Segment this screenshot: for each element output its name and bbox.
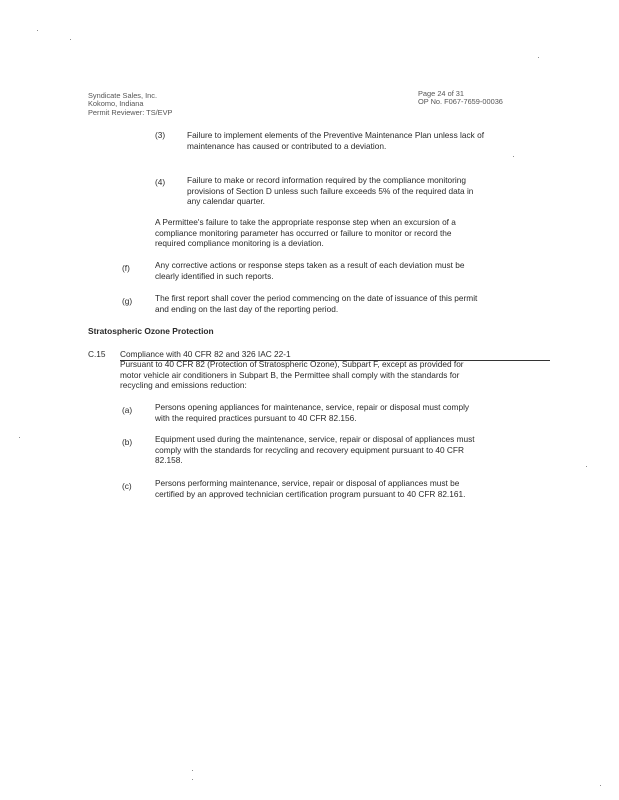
- op-number: OP No. F067-7659-00036: [418, 97, 503, 107]
- subsection-f-label: (f): [122, 263, 130, 273]
- company-name: Syndicate Sales, Inc.: [88, 91, 158, 100]
- scan-speck: [192, 770, 193, 771]
- document-header-right: [418, 90, 503, 107]
- item-4-text: Failure to make or record information required by the compliance monitoring provisions of Section D unless such failure exceeds 5% of the required data in any calendar quarter.: [187, 175, 474, 207]
- document-header-left: [88, 92, 172, 117]
- scan-speck: [586, 466, 587, 467]
- condition-intro: Pursuant to 40 CFR 82 (Protection of Stratospheric Ozone), Subpart F, except as provided for motor vehicle air conditioners in Subpart B, the Permittee shall comply with the standards for recycling and emissions reduction:: [120, 359, 464, 391]
- scan-speck: [538, 57, 539, 58]
- condition-title: Compliance with 40 CFR 82 and 326 IAC 22-1: [120, 349, 550, 361]
- subsection-g-text: The first report shall cover the period commencing on the date of issuance of this permit and ending on the last day of the reporting period.: [155, 293, 478, 314]
- page-number: Page 24 of 31: [418, 89, 465, 98]
- scan-speck: [70, 39, 71, 40]
- condition-item-b-label: (b): [122, 437, 133, 447]
- condition-item-c-text: Persons performing maintenance, service, repair or disposal of appliances must be certified by an approved technician certification program pursuant to 40 CFR 82.161.: [155, 478, 466, 499]
- scan-speck: [37, 30, 38, 31]
- permit-reviewer: Permit Reviewer: TS/EVP: [88, 107, 173, 117]
- subsection-f-text: Any corrective actions or response steps taken as a result of each deviation must be clearly identified in such reports.: [155, 260, 465, 281]
- company-location: Kokomo, Indiana: [88, 99, 144, 109]
- item-3-text: Failure to implement elements of the Preventive Maintenance Plan unless lack of maintenance has caused or contributed to a deviation.: [187, 130, 484, 151]
- scan-speck: [600, 785, 601, 786]
- condition-item-b-text: Equipment used during the maintenance, service, repair or disposal of appliances must comply with the standards for recycling and recovery equipment pursuant to 40 CFR 82.158.: [155, 434, 475, 466]
- scan-speck: [19, 437, 20, 438]
- item-3-label: (3): [155, 130, 166, 140]
- condition-item-a-text: Persons opening appliances for maintenance, service, repair or disposal must comply with the required practices pursuant to 40 CFR 82.156.: [155, 402, 470, 423]
- deviation-paragraph: A Permittee's failure to take the appropriate response step when an excursion of a compliance monitoring parameter has occurred or failure to monitor or record the required compliance monitoring is a deviation.: [155, 217, 456, 249]
- condition-item-c-label: (c): [122, 481, 132, 491]
- item-4-label: (4): [155, 177, 166, 187]
- scan-speck: [192, 779, 193, 780]
- subsection-g-label: (g): [122, 296, 133, 306]
- condition-number: C.15: [88, 349, 106, 359]
- scan-speck: [513, 156, 514, 157]
- section-heading: Stratospheric Ozone Protection: [88, 326, 214, 336]
- condition-item-a-label: (a): [122, 405, 133, 415]
